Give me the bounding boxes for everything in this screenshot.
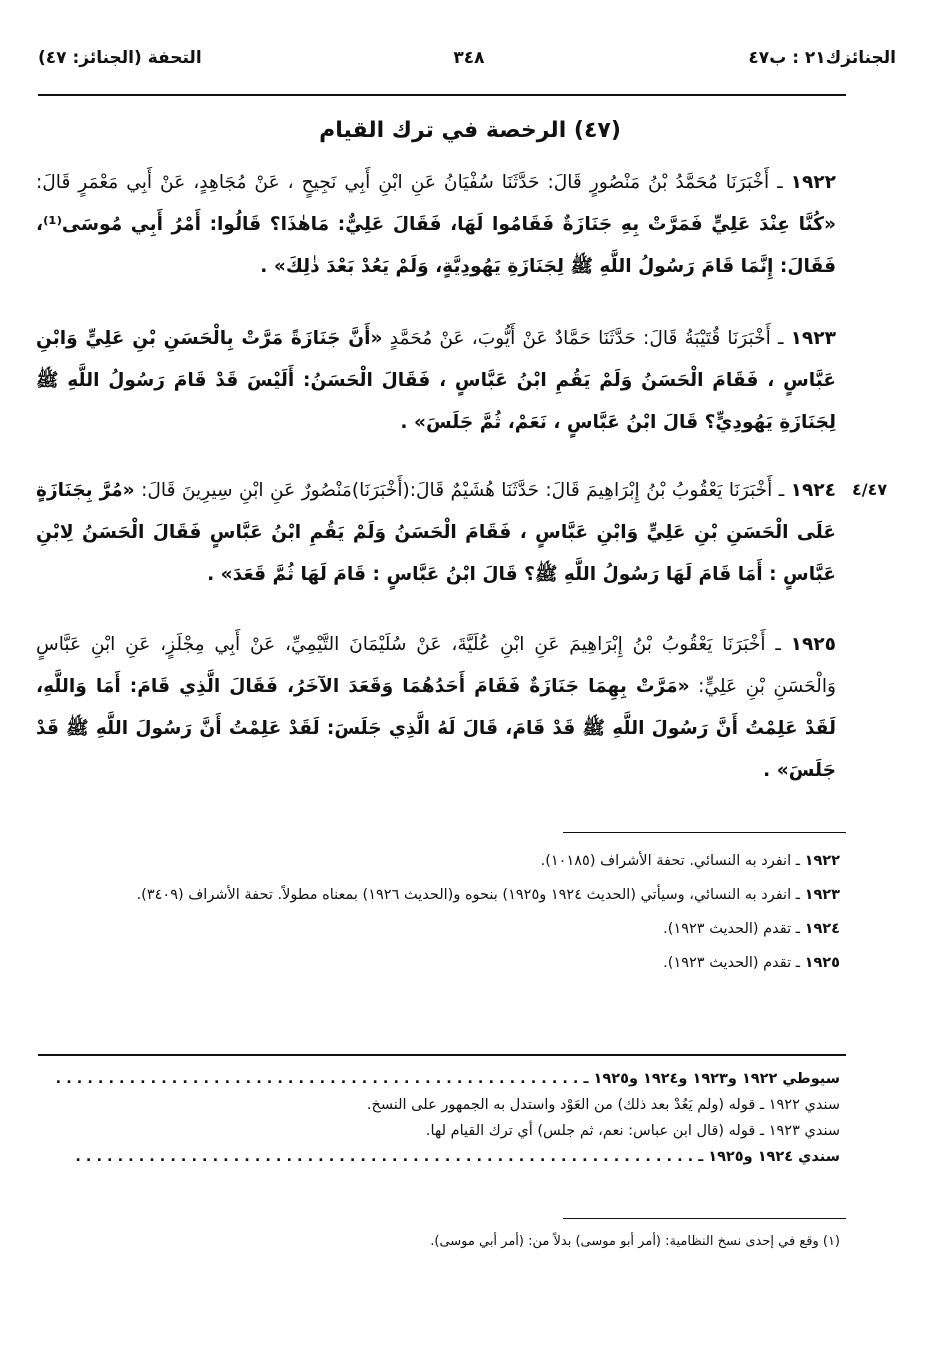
note-text: ـ تقدم (الحديث ١٩٢٣). [663, 955, 800, 971]
header-tuhfa-ref: التحفة (الجنائز: ٤٧) [38, 48, 202, 68]
note-number: ١٩٢٣ [804, 887, 840, 903]
margin-reference: ٤/٤٧ [852, 480, 888, 499]
hadith-1925 [36, 624, 836, 792]
dot-leader: . . . . . . . . . . . . . . . . . . . . . . . . . . . . . . . . . . . . . . . . . . . . . . . . . . [55, 1071, 579, 1087]
hadith-text: «مَرَّتْ بِهِمَا جَنَازَةٌ فَقَامَ أَحَدُهُمَا وَقَعَدَ الآخَرُ، فَقَالَ الَّذِي قَامَ: أَمَا وَاللَّهِ، لَقَدْ عَلِمْتُ أَنَّ رَسُولَ اللَّهِ ﷺ قَدْ قَامَ، قَالَ لَهُ الَّذِي جَلَسَ: لَقَدْ عَلِمْتُ أَنَّ رَسُولَ اللَّهِ ﷺ قَدْ جَلَسَ» . [36, 676, 836, 781]
note-1923 [40, 882, 840, 908]
commentary-sindi-1923 [40, 1118, 840, 1144]
note-1922 [40, 848, 840, 874]
hadith-text: «أَنَّ جَنَازَةً مَرَّتْ بِالْحَسَنِ بْنِ عَلِيٍّ وَابْنِ عَبَّاسٍ ، فَقَامَ الْحَسَنُ وَلَمْ يَقُمِ ابْنُ عَبَّاسٍ ، فَقَالَ الْحَسَنُ: أَلَيْسَ قَدْ قَامَ رَسُولُ اللَّهِ ﷺ لِجَنَازَةِ يَهُودِيٍّ؟ قَالَ ابْنُ عَبَّاسٍ ، نَعَمْ، ثُمَّ جَلَسَ» . [36, 328, 836, 433]
header-chapter-ref: الجنائزك٢١ : ب٤٧ [748, 48, 896, 68]
footnote: (١) وقع في إحدى نسخ النظامية: (أمر أبو موسى) بدلاً من: (أمر أبي موسى). [430, 1234, 840, 1249]
commentary-text: سندي ١٩٢٢ ـ قوله (ولم يَعُدْ بعد ذلك) من العَوْد واستدل به الجمهور على النسخ. [366, 1097, 840, 1113]
note-number: ١٩٢٤ [804, 921, 840, 937]
hadith-number: ١٩٢٢ [790, 172, 836, 193]
note-text: ـ انفرد به النسائي. تحفة الأشراف (١٠١٨٥). [540, 853, 800, 869]
chapter-heading: (٤٧) الرخصة في ترك القيام [319, 118, 621, 143]
hadith-1924 [36, 470, 836, 596]
hadith-1923 [36, 318, 836, 444]
hadith-text: «كُنَّا عِنْدَ عَلِيٍّ فَمَرَّتْ بِهِ جَنَازَةٌ فَقَامُوا لَهَا، فَقَالَ عَلِيٌّ: مَاهٰذَا؟ قَالُوا: أَمْرُ أَبِي مُوسَى⁽¹⁾، فَقَالَ: إِنَّمَا قَامَ رَسُولُ اللَّهِ ﷺ لِجَنَازَةِ يَهُودِيَّةٍ، وَلَمْ يَعُدْ بَعْدَ ذٰلِكَ» . [36, 214, 836, 277]
commentary-text: سندي ١٩٢٣ ـ قوله (قال ابن عباس: نعم، ثم جلس) أي ترك القيام لها. [425, 1123, 840, 1139]
note-text: ـ تقدم (الحديث ١٩٢٣). [663, 921, 800, 937]
hadith-number: ١٩٢٣ [790, 328, 836, 349]
header-rule [38, 94, 846, 96]
commentary-rule [38, 1054, 846, 1056]
hadith-chain: ـ أَخْبَرَنَا مُحَمَّدُ بْنُ مَنْصُورٍ قَالَ: حَدَّثَنَا سُفْيَانُ عَنِ ابْنِ أَبِي نَجِيحٍ ، عَنْ مُجَاهِدٍ، عَنْ أَبِي مَعْمَرٍ قَالَ: [36, 172, 783, 193]
commentary-lines [40, 1066, 840, 1170]
hadith-chain: ـ أَخْبَرَنَا يَعْقُوبُ بْنُ إِبْرَاهِيمَ قَالَ: حَدَّثَنَا هُشَيْمٌ قَالَ:(أَخْبَرَنَا)مَنْصُورٌ عَنِ ابْنِ سِيرِينَ قَالَ: [141, 480, 785, 501]
notes-separator [563, 832, 846, 833]
footnote-separator [563, 1218, 846, 1219]
note-number: ١٩٢٥ [804, 955, 840, 971]
hadith-number: ١٩٢٥ [790, 634, 836, 655]
takhrij-notes [40, 848, 840, 976]
note-1924 [40, 916, 840, 942]
note-1925 [40, 950, 840, 976]
dot-leader: . . . . . . . . . . . . . . . . . . . . . . . . . . . . . . . . . . . . . . . . . . . . . . . . . . . . . . . . . . . [75, 1149, 694, 1165]
commentary-text: سندي ١٩٢٤ و١٩٢٥ ـ [698, 1149, 840, 1165]
hadith-chain: ـ أَخْبَرَنَا قُتَيْبَةُ قَالَ: حَدَّثَنَا حَمَّادٌ عَنْ أَيُّوبَ، عَنْ مُحَمَّدٍ [389, 328, 784, 349]
hadith-1922 [36, 162, 836, 288]
commentary-text: سيوطي ١٩٢٢ و١٩٢٣ و١٩٢٤ و١٩٢٥ ـ [583, 1071, 840, 1087]
commentary-sindi-1922 [40, 1092, 840, 1118]
page-number: ٣٤٨ [453, 48, 485, 68]
hadith-chain: ـ أَخْبَرَنَا يَعْقُوبُ بْنُ إِبْرَاهِيمَ عَنِ ابْنِ عُلَيَّةَ، عَنْ سُلَيْمَانَ التَّيْمِيِّ، عَنْ أَبِي مِجْلَزٍ، عَنِ ابْنِ عَبَّاسٍ وَالْحَسَنِ بْنِ عَلِيٍّ: [36, 634, 836, 697]
commentary-suyuti [40, 1066, 840, 1092]
note-number: ١٩٢٢ [804, 853, 840, 869]
hadith-text: «مُرَّ بِجَنَازَةٍ عَلَى الْحَسَنِ بْنِ عَلِيٍّ وَابْنِ عَبَّاسٍ ، فَقَامَ الْحَسَنُ وَلَمْ يَقُمِ ابْنُ عَبَّاسٍ فَقَالَ الْحَسَنُ لِابْنِ عَبَّاسٍ : أَمَا قَامَ لَهَا رَسُولُ اللَّهِ ﷺ؟ قَالَ ابْنُ عَبَّاسٍ : قَامَ لَهَا ثُمَّ قَعَدَ» . [36, 480, 836, 585]
note-text: ـ انفرد به النسائي، وسيأتي (الحديث ١٩٢٤ و١٩٢٥) بنحوه و(الحديث ١٩٢٦) بمعناه مطولاً. تحفة الأشراف (٣٤٠٩). [136, 887, 800, 903]
commentary-sindi-1924-1925 [40, 1144, 840, 1170]
hadith-number: ١٩٢٤ [790, 480, 836, 501]
